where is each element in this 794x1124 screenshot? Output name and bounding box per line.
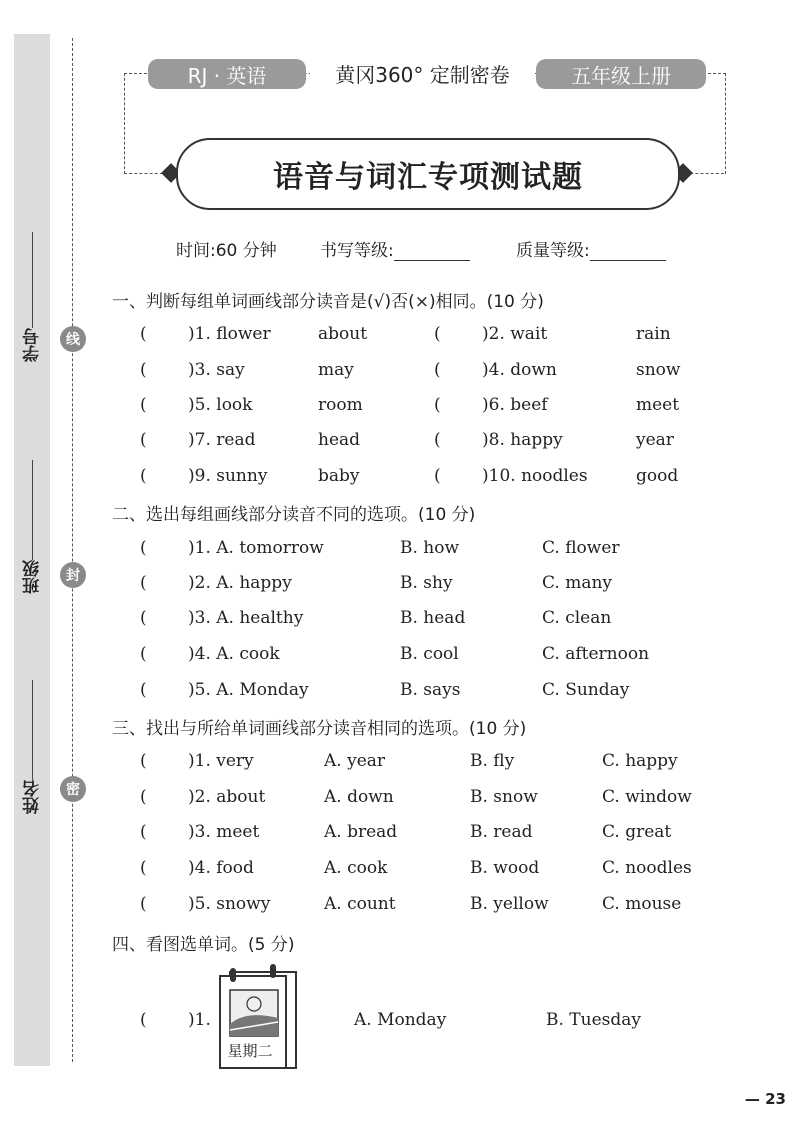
- question-word: )7. read: [188, 430, 256, 450]
- question-word: )4. down: [482, 360, 557, 380]
- series-title: 黄冈360° 定制密卷: [310, 60, 535, 90]
- option-a: A. cook: [324, 858, 388, 878]
- option-b: B. shy: [400, 573, 453, 593]
- answer-paren[interactable]: (: [140, 430, 147, 450]
- answer-paren[interactable]: (: [140, 680, 147, 700]
- answer-paren[interactable]: (: [434, 395, 441, 415]
- name-label: 姓名: [22, 780, 43, 814]
- answer-paren[interactable]: (: [434, 430, 441, 450]
- writing-grade-blank[interactable]: [394, 244, 470, 261]
- question-row: [0, 644, 794, 674]
- option-a: A. down: [324, 787, 394, 807]
- class-label: 班级: [22, 560, 43, 594]
- question-row: [0, 395, 794, 425]
- compare-word: baby: [318, 466, 360, 486]
- option-a: )5. A. Monday: [188, 680, 309, 700]
- option-c: C. mouse: [602, 894, 682, 914]
- section-3-title: 三、找出与所给单词画线部分读音相同的选项。(10 分): [112, 719, 527, 739]
- section-2-title: 二、选出每组画线部分读音不同的选项。(10 分): [112, 505, 476, 525]
- option-b: B. wood: [470, 858, 540, 878]
- option-c: C. happy: [602, 751, 678, 771]
- given-word: )5. snowy: [188, 894, 271, 914]
- answer-paren[interactable]: (: [140, 822, 147, 842]
- given-word: )3. meet: [188, 822, 260, 842]
- answer-paren[interactable]: (: [140, 360, 147, 380]
- question-word: )9. sunny: [188, 466, 268, 486]
- option-a: A. year: [324, 751, 386, 771]
- option-b: B. fly: [470, 751, 515, 771]
- compare-word: meet: [636, 395, 680, 415]
- question-word: )1. flower: [188, 324, 271, 344]
- question-word: )8. happy: [482, 430, 563, 450]
- question-row: [0, 751, 794, 781]
- question-row: [0, 1010, 794, 1040]
- seal-line-mark: 线: [60, 326, 86, 352]
- grade-badge: 五年级上册: [536, 59, 706, 89]
- given-word: )2. about: [188, 787, 266, 807]
- option-c: C. flower: [542, 538, 620, 558]
- question-row: [0, 608, 794, 638]
- writing-grade: 书写等级:: [320, 236, 470, 261]
- option-c: C. afternoon: [542, 644, 650, 664]
- seal-seal-mark: 封: [60, 562, 86, 588]
- question-row: [0, 360, 794, 390]
- option-a: )1. A. tomorrow: [188, 538, 324, 558]
- option-c: C. Sunday: [542, 680, 630, 700]
- question-row: [0, 787, 794, 817]
- option-b: B. Tuesday: [546, 1010, 641, 1030]
- compare-word: good: [636, 466, 679, 486]
- quality-grade: 质量等级:: [516, 236, 666, 261]
- section-4-title: 四、看图选单词。(5 分): [112, 935, 295, 955]
- option-c: C. window: [602, 787, 692, 807]
- compare-word: head: [318, 430, 361, 450]
- option-a: )2. A. happy: [188, 573, 292, 593]
- student-id-label: 学号: [22, 328, 43, 362]
- answer-paren[interactable]: (: [434, 360, 441, 380]
- question-row: [0, 573, 794, 603]
- question-row: [0, 822, 794, 852]
- question-word: )6. beef: [482, 395, 548, 415]
- compare-word: snow: [636, 360, 681, 380]
- question-number: )1.: [188, 1010, 211, 1030]
- compare-word: year: [636, 430, 674, 450]
- question-row: [0, 680, 794, 710]
- compare-word: rain: [636, 324, 671, 344]
- option-a: A. count: [324, 894, 396, 914]
- question-row: [0, 430, 794, 460]
- option-c: C. noodles: [602, 858, 692, 878]
- calendar-label: 星期二: [227, 1042, 273, 1060]
- compare-word: room: [318, 395, 363, 415]
- option-b: B. snow: [470, 787, 538, 807]
- option-b: B. says: [400, 680, 461, 700]
- option-b: B. how: [400, 538, 460, 558]
- option-b: B. cool: [400, 644, 459, 664]
- answer-paren[interactable]: (: [140, 787, 147, 807]
- question-row: [0, 538, 794, 568]
- page-number: — 23: [744, 1090, 786, 1108]
- question-row: [0, 466, 794, 496]
- answer-paren[interactable]: (: [140, 538, 147, 558]
- option-c: C. great: [602, 822, 672, 842]
- answer-paren[interactable]: (: [140, 1010, 147, 1030]
- subject-badge: RJ · 英语: [148, 59, 306, 89]
- option-a: )4. A. cook: [188, 644, 280, 664]
- option-c: C. many: [542, 573, 613, 593]
- quality-grade-blank[interactable]: [590, 244, 666, 261]
- answer-paren[interactable]: (: [140, 395, 147, 415]
- section-1-title: 一、判断每组单词画线部分读音是(√)否(×)相同。(10 分): [112, 292, 544, 312]
- question-row: [0, 894, 794, 924]
- question-word: )5. look: [188, 395, 253, 415]
- option-b: B. yellow: [470, 894, 549, 914]
- seal-dense-mark: 密: [60, 776, 86, 802]
- question-word: )10. noodles: [482, 466, 588, 486]
- given-word: )1. very: [188, 751, 254, 771]
- given-word: )4. food: [188, 858, 254, 878]
- page-title: 语音与词汇专项测试题: [176, 138, 680, 210]
- option-a: A. bread: [324, 822, 398, 842]
- option-a: )3. A. healthy: [188, 608, 304, 628]
- question-row: [0, 324, 794, 354]
- compare-word: may: [318, 360, 354, 380]
- answer-paren[interactable]: (: [140, 608, 147, 628]
- option-a: A. Monday: [354, 1010, 447, 1030]
- answer-paren[interactable]: (: [434, 466, 441, 486]
- answer-paren[interactable]: (: [140, 573, 147, 593]
- answer-paren[interactable]: (: [140, 858, 147, 878]
- compare-word: about: [318, 324, 368, 344]
- answer-paren[interactable]: (: [140, 644, 147, 664]
- answer-paren[interactable]: (: [140, 751, 147, 771]
- question-word: )2. wait: [482, 324, 548, 344]
- question-row: [0, 858, 794, 888]
- answer-paren[interactable]: (: [140, 894, 147, 914]
- time-info: 时间:60 分钟: [176, 241, 277, 261]
- option-c: C. clean: [542, 608, 612, 628]
- answer-paren[interactable]: (: [140, 466, 147, 486]
- option-b: B. read: [470, 822, 533, 842]
- option-b: B. head: [400, 608, 466, 628]
- question-word: )3. say: [188, 360, 245, 380]
- answer-paren[interactable]: (: [140, 324, 147, 344]
- answer-paren[interactable]: (: [434, 324, 441, 344]
